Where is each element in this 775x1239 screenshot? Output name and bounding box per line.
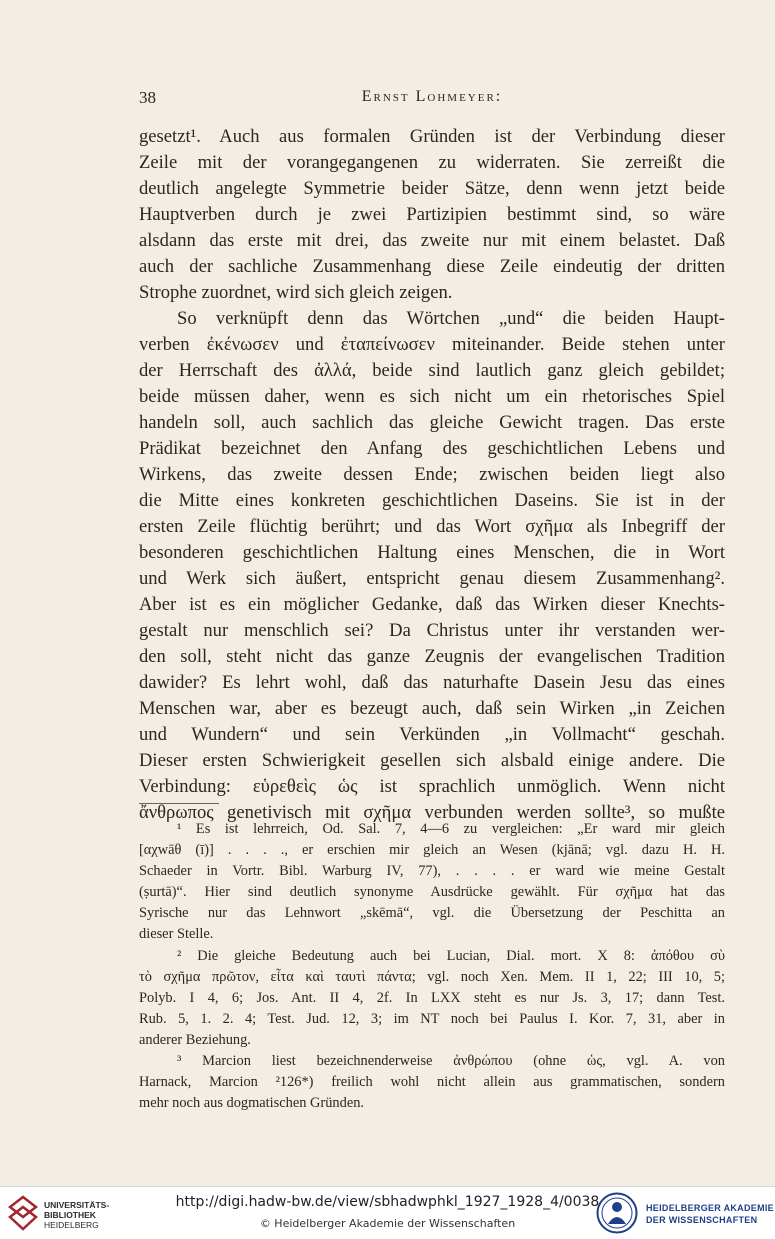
footnote-line: ³ Marcion liest bezeichnenderweise ἀνθρώπου (ohne ὡς, vgl. A. von [177,1053,725,1070]
footnote-line: (ṣurtā)“. Hier sind deutlich synonyme Ausdrücke gewählt. Für σχῆμα hat das [139,884,725,901]
body-text [139,124,725,826]
body-line: Strophe zuordnet, wird sich gleich zeigen. [139,282,453,303]
body-line: der Herrschaft des ἀλλά, beide sind lautlich ganz gleich gebildet; [139,360,725,381]
footnote-rule [139,803,219,804]
body-line: den soll, steht nicht das ganze Zeugnis der evangelischen Tradition [139,646,725,667]
footnote-line: dieser Stelle. [139,926,214,943]
body-line: handeln soll, auch sachlich das gleiche Gewicht tragen. Das erste [139,412,725,433]
footnote-line: Rub. 5, 1. 2. 4; Test. Jud. 12, 3; im NT noch bei Paulus I. Kor. 7, 31, aber in [139,1010,725,1027]
footnotes [139,819,725,1114]
body-line: Menschen war, aber es bezeugt auch, daß sein Wirken „in Zeichen [139,698,725,719]
academy-logo[interactable] [596,1191,774,1235]
footnote-line: Harnack, Marcion ²126*) freilich wohl nicht allein aus grammatischen, sondern [139,1074,725,1091]
library-logo-line: HEIDELBERG [44,1220,99,1230]
body-line: und Werk sich äußert, entspricht genau diesem Zusammenhang². [139,568,725,589]
copyright-notice: © Heidelberger Akademie der Wissenschaften [259,1217,516,1230]
body-line: alsdann das erste mit drei, das zweite nur mit einem belastet. Daß [139,230,725,251]
body-line: beide müssen daher, wenn es sich nicht um ein rhetorisches Spiel [139,386,725,407]
body-line: gestalt nur menschlich sei? Da Christus unter ihr verstanden wer- [139,620,725,641]
body-line: verben ἐκένωσεν und ἐταπείνωσεν miteinander. Beide stehen unter [139,334,725,355]
body-line: besonderen geschichtlichen Haltung eines Menschen, die in Wort [139,542,725,563]
footnote-line: ¹ Es ist lehrreich, Od. Sal. 7, 4—6 zu vergleichen: „Er ward mir gleich [177,821,725,837]
body-line: Verbindung: εὑρεθεὶς ὡς ist sprachlich unmöglich. Wenn nicht [139,776,725,797]
viewer-footer [0,1186,775,1239]
body-line: Dieser ersten Schwierigkeit gesellen sich alsbald einige andere. Die [139,750,725,771]
body-line: Zeile mit der vorangegangenen zu widerraten. Sie zerreißt die [139,152,725,173]
body-line: auch der sachliche Zusammenhang diese Zeile eindeutig der dritten [139,256,725,277]
body-line: dawider? Es lehrt wohl, daß das naturhafte Dasein Jesu das eines [139,672,725,693]
footnote-line: Syrische nur das Lehnwort „skēmā“, vgl. die Übersetzung der Peschitta an [139,905,725,922]
body-line: und Wundern“ und sein Verkünden „in Vollmacht“ geschah. [139,724,725,745]
footnote-line: [αχwāθ (ī)] . . . ., er erschien mir gleich an Wesen (kjānā; vgl. dazu H. H. [139,842,725,859]
footnote-line: anderer Beziehung. [139,1031,251,1048]
footnote-line: mehr noch aus dogmatischen Gründen. [139,1095,364,1112]
body-line: deutlich angelegte Symmetrie beider Sätze, denn wenn jetzt beide [139,178,725,199]
footnote-line: ² Die gleiche Bedeutung auch bei Lucian, Dial. mort. X 8: ἀπόθου σὺ [177,947,725,964]
body-line: Prädikat bezeichnet den Anfang des geschichtlichen Lebens und [139,438,725,459]
body-line: Hauptverben durch je zwei Partizipien bestimmt sind, so wäre [139,204,725,225]
academy-logo-line: DER WISSENSCHAFTEN [646,1215,758,1225]
academy-logo-line: HEIDELBERGER AKADEMIE [646,1203,774,1213]
footnote-line: Schaeder in Vortr. Bibl. Warburg IV, 77), . . . . er ward wie meine Gestalt [139,863,725,880]
running-head: Ernst Lohmeyer: [361,88,503,105]
body-line: gesetzt¹. Auch aus formalen Gründen ist der Verbindung dieser [139,126,725,147]
page-number: 38 [139,88,156,107]
library-logo-line: BIBLIOTHEK [44,1210,96,1220]
footnote-line: Polyb. I 4, 6; Jos. Ant. II 4, 2f. In LXX steht es nur Js. 3, 17; dann Test. [139,989,725,1006]
footnote-line: τὸ σχῆμα πρῶτον, εἶτα καὶ ταυτὶ πάντα; vgl. noch Xen. Mem. II 1, 22; III 10, 5; [139,968,725,985]
body-line: Aber ist es ein möglicher Gedanke, daß das Wirken dieser Knechts- [139,594,725,615]
body-line: ἄνθρωπος genetivisch mit σχῆμα verbunden werden sollte³, so mußte [139,802,725,823]
library-logo-line: UNIVERSITÄTS- [44,1200,110,1210]
body-line: So verknüpft denn das Wörtchen „und“ die beiden Haupt- [177,308,725,329]
body-line: Wirkens, das zweite dessen Ende; zwischen beiden liegt also [139,464,725,485]
permalink-url[interactable]: http://digi.hadw-bw.de/view/sbhadwphkl_1927_1928_4/0038 [175,1194,600,1210]
body-line: die Mitte eines konkreten geschichtlichen Daseins. Sie ist in der [139,490,725,511]
academy-seal-icon [596,1192,638,1234]
body-line: ersten Zeile flüchtig berührt; und das Wort σχῆμα als Inbegriff der [139,516,725,537]
page-header [139,88,725,110]
